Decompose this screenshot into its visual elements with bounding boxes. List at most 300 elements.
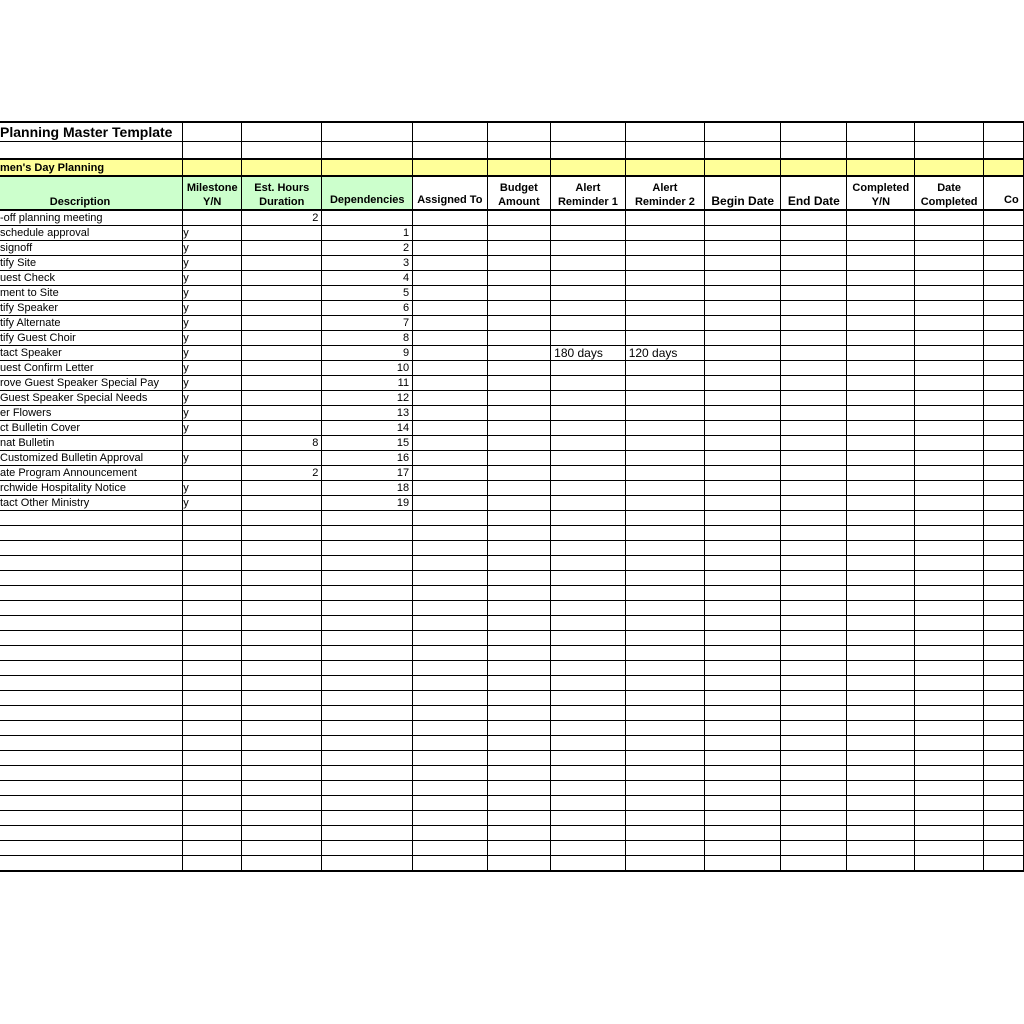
empty-cell[interactable] <box>413 631 488 646</box>
header-est-hours[interactable]: Est. Hours Duration <box>242 176 322 210</box>
empty-cell[interactable] <box>705 751 781 766</box>
task-dependency[interactable]: 6 <box>322 301 413 316</box>
header-completed[interactable]: Completed Y/N <box>847 176 915 210</box>
task-assigned-to[interactable] <box>413 376 488 391</box>
task-milestone[interactable]: y <box>183 496 242 511</box>
task-est-hours[interactable]: 2 <box>242 210 322 226</box>
task-alert-1[interactable] <box>551 451 626 466</box>
empty-cell[interactable] <box>0 841 183 856</box>
task-description[interactable]: tact Other Ministry <box>0 496 183 511</box>
empty-cell[interactable] <box>322 616 413 631</box>
task-milestone[interactable]: y <box>183 346 242 361</box>
task-end-date[interactable] <box>781 346 847 361</box>
empty-cell[interactable] <box>705 721 781 736</box>
section-title[interactable]: men's Day Planning <box>0 159 183 176</box>
task-completed[interactable] <box>847 361 915 376</box>
empty-cell[interactable] <box>322 781 413 796</box>
task-budget[interactable] <box>487 496 551 511</box>
empty-cell[interactable] <box>847 601 915 616</box>
empty-cell[interactable] <box>915 556 984 571</box>
empty-cell[interactable] <box>0 646 183 661</box>
empty-cell[interactable] <box>0 826 183 841</box>
empty-cell[interactable] <box>915 541 984 556</box>
task-description[interactable]: tact Speaker <box>0 346 183 361</box>
empty-cell[interactable] <box>413 826 488 841</box>
empty-cell[interactable] <box>984 601 1024 616</box>
empty-cell[interactable] <box>915 616 984 631</box>
empty-cell[interactable] <box>847 526 915 541</box>
empty-cell[interactable] <box>781 691 847 706</box>
empty-cell[interactable] <box>781 541 847 556</box>
task-description[interactable]: -off planning meeting <box>0 210 183 226</box>
empty-cell[interactable] <box>242 526 322 541</box>
empty-cell[interactable] <box>705 856 781 872</box>
empty-cell[interactable] <box>183 706 242 721</box>
task-completed[interactable] <box>847 436 915 451</box>
task-date-completed[interactable] <box>915 421 984 436</box>
empty-cell[interactable] <box>413 586 488 601</box>
task-alert-1[interactable]: 180 days <box>551 346 626 361</box>
empty-cell[interactable] <box>781 586 847 601</box>
task-begin-date[interactable] <box>705 301 781 316</box>
task-description[interactable]: uest Confirm Letter <box>0 361 183 376</box>
task-date-completed[interactable] <box>915 436 984 451</box>
task-alert-2[interactable] <box>625 361 704 376</box>
empty-cell[interactable] <box>781 646 847 661</box>
empty-cell[interactable] <box>625 751 704 766</box>
task-date-completed[interactable] <box>915 271 984 286</box>
empty-cell[interactable] <box>915 586 984 601</box>
task-assigned-to[interactable] <box>413 391 488 406</box>
task-end-date[interactable] <box>781 256 847 271</box>
task-assigned-to[interactable] <box>413 316 488 331</box>
task-milestone[interactable] <box>183 466 242 481</box>
empty-cell[interactable] <box>847 781 915 796</box>
task-assigned-to[interactable] <box>413 226 488 241</box>
empty-cell[interactable] <box>487 766 551 781</box>
empty-cell[interactable] <box>322 721 413 736</box>
task-est-hours[interactable] <box>242 496 322 511</box>
task-budget[interactable] <box>487 316 551 331</box>
task-date-completed[interactable] <box>915 226 984 241</box>
empty-cell[interactable] <box>0 631 183 646</box>
task-date-completed[interactable] <box>915 256 984 271</box>
task-comments[interactable] <box>984 376 1024 391</box>
task-assigned-to[interactable] <box>413 496 488 511</box>
task-assigned-to[interactable] <box>413 406 488 421</box>
empty-cell[interactable] <box>322 811 413 826</box>
empty-cell[interactable] <box>625 661 704 676</box>
task-completed[interactable] <box>847 466 915 481</box>
empty-cell[interactable] <box>984 691 1024 706</box>
task-alert-2[interactable] <box>625 481 704 496</box>
empty-cell[interactable] <box>705 781 781 796</box>
empty-cell[interactable] <box>984 781 1024 796</box>
task-completed[interactable] <box>847 331 915 346</box>
header-date-completed[interactable]: Date Completed <box>915 176 984 210</box>
empty-cell[interactable] <box>915 631 984 646</box>
task-begin-date[interactable] <box>705 421 781 436</box>
task-dependency[interactable]: 4 <box>322 271 413 286</box>
task-begin-date[interactable] <box>705 226 781 241</box>
empty-cell[interactable] <box>183 601 242 616</box>
task-begin-date[interactable] <box>705 271 781 286</box>
task-begin-date[interactable] <box>705 436 781 451</box>
task-end-date[interactable] <box>781 361 847 376</box>
task-milestone[interactable]: y <box>183 271 242 286</box>
empty-cell[interactable] <box>915 766 984 781</box>
empty-cell[interactable] <box>551 766 626 781</box>
empty-cell[interactable] <box>183 736 242 751</box>
empty-cell[interactable] <box>781 841 847 856</box>
empty-cell[interactable] <box>413 676 488 691</box>
empty-cell[interactable] <box>413 571 488 586</box>
empty-cell[interactable] <box>781 766 847 781</box>
empty-cell[interactable] <box>242 661 322 676</box>
empty-cell[interactable] <box>183 646 242 661</box>
empty-cell[interactable] <box>413 796 488 811</box>
empty-cell[interactable] <box>242 796 322 811</box>
empty-cell[interactable] <box>847 856 915 872</box>
empty-cell[interactable] <box>625 571 704 586</box>
empty-cell[interactable] <box>242 781 322 796</box>
empty-cell[interactable] <box>847 556 915 571</box>
empty-cell[interactable] <box>322 856 413 872</box>
task-begin-date[interactable] <box>705 451 781 466</box>
empty-cell[interactable] <box>847 541 915 556</box>
task-assigned-to[interactable] <box>413 256 488 271</box>
task-assigned-to[interactable] <box>413 481 488 496</box>
task-alert-2[interactable] <box>625 421 704 436</box>
empty-cell[interactable] <box>551 616 626 631</box>
task-dependency[interactable]: 12 <box>322 391 413 406</box>
task-budget[interactable] <box>487 286 551 301</box>
empty-cell[interactable] <box>322 826 413 841</box>
task-comments[interactable] <box>984 226 1024 241</box>
empty-cell[interactable] <box>551 721 626 736</box>
task-milestone[interactable]: y <box>183 391 242 406</box>
empty-cell[interactable] <box>0 736 183 751</box>
empty-cell[interactable] <box>781 781 847 796</box>
empty-cell[interactable] <box>984 736 1024 751</box>
sheet-title[interactable]: Planning Master Template <box>0 122 183 142</box>
empty-cell[interactable] <box>625 616 704 631</box>
task-est-hours[interactable] <box>242 271 322 286</box>
task-dependency[interactable]: 1 <box>322 226 413 241</box>
empty-cell[interactable] <box>0 676 183 691</box>
header-budget[interactable]: Budget Amount <box>487 176 551 210</box>
empty-cell[interactable] <box>0 751 183 766</box>
empty-cell[interactable] <box>322 541 413 556</box>
empty-cell[interactable] <box>625 841 704 856</box>
empty-cell[interactable] <box>781 826 847 841</box>
task-milestone[interactable] <box>183 210 242 226</box>
task-est-hours[interactable] <box>242 361 322 376</box>
task-end-date[interactable] <box>781 301 847 316</box>
empty-cell[interactable] <box>242 841 322 856</box>
task-description[interactable]: ate Program Announcement <box>0 466 183 481</box>
task-est-hours[interactable] <box>242 406 322 421</box>
task-budget[interactable] <box>487 271 551 286</box>
empty-cell[interactable] <box>487 691 551 706</box>
task-milestone[interactable]: y <box>183 331 242 346</box>
task-budget[interactable] <box>487 301 551 316</box>
empty-cell[interactable] <box>915 706 984 721</box>
empty-cell[interactable] <box>551 736 626 751</box>
task-end-date[interactable] <box>781 481 847 496</box>
empty-cell[interactable] <box>984 856 1024 872</box>
empty-cell[interactable] <box>413 616 488 631</box>
empty-cell[interactable] <box>0 571 183 586</box>
task-milestone[interactable]: y <box>183 286 242 301</box>
task-comments[interactable] <box>984 421 1024 436</box>
task-est-hours[interactable] <box>242 241 322 256</box>
empty-cell[interactable] <box>625 556 704 571</box>
task-dependency[interactable]: 19 <box>322 496 413 511</box>
task-budget[interactable] <box>487 421 551 436</box>
empty-cell[interactable] <box>705 796 781 811</box>
empty-cell[interactable] <box>413 721 488 736</box>
empty-cell[interactable] <box>625 796 704 811</box>
empty-cell[interactable] <box>781 676 847 691</box>
empty-cell[interactable] <box>915 691 984 706</box>
task-description[interactable]: Guest Speaker Special Needs <box>0 391 183 406</box>
empty-cell[interactable] <box>487 601 551 616</box>
empty-cell[interactable] <box>322 751 413 766</box>
empty-cell[interactable] <box>781 721 847 736</box>
empty-cell[interactable] <box>487 541 551 556</box>
task-dependency[interactable]: 17 <box>322 466 413 481</box>
empty-cell[interactable] <box>413 751 488 766</box>
task-budget[interactable] <box>487 226 551 241</box>
empty-cell[interactable] <box>183 826 242 841</box>
empty-cell[interactable] <box>625 511 704 526</box>
empty-cell[interactable] <box>705 511 781 526</box>
empty-cell[interactable] <box>847 766 915 781</box>
empty-cell[interactable] <box>915 811 984 826</box>
task-alert-1[interactable] <box>551 436 626 451</box>
empty-cell[interactable] <box>781 796 847 811</box>
task-est-hours[interactable] <box>242 286 322 301</box>
empty-cell[interactable] <box>487 721 551 736</box>
empty-cell[interactable] <box>551 676 626 691</box>
empty-cell[interactable] <box>984 571 1024 586</box>
task-description[interactable]: rove Guest Speaker Special Pay <box>0 376 183 391</box>
empty-cell[interactable] <box>242 766 322 781</box>
empty-cell[interactable] <box>915 751 984 766</box>
empty-cell[interactable] <box>0 511 183 526</box>
task-alert-1[interactable] <box>551 406 626 421</box>
empty-cell[interactable] <box>551 601 626 616</box>
task-end-date[interactable] <box>781 210 847 226</box>
empty-cell[interactable] <box>847 661 915 676</box>
task-description[interactable]: tify Speaker <box>0 301 183 316</box>
task-end-date[interactable] <box>781 406 847 421</box>
task-alert-2[interactable] <box>625 241 704 256</box>
empty-cell[interactable] <box>915 736 984 751</box>
empty-cell[interactable] <box>984 706 1024 721</box>
empty-cell[interactable] <box>242 541 322 556</box>
task-alert-2[interactable] <box>625 376 704 391</box>
header-alert-1[interactable]: Alert Reminder 1 <box>551 176 626 210</box>
empty-cell[interactable] <box>984 751 1024 766</box>
empty-cell[interactable] <box>915 526 984 541</box>
task-alert-1[interactable] <box>551 391 626 406</box>
task-alert-1[interactable] <box>551 286 626 301</box>
empty-cell[interactable] <box>183 556 242 571</box>
empty-cell[interactable] <box>915 661 984 676</box>
empty-cell[interactable] <box>242 676 322 691</box>
empty-cell[interactable] <box>322 631 413 646</box>
empty-cell[interactable] <box>487 706 551 721</box>
task-est-hours[interactable] <box>242 376 322 391</box>
empty-cell[interactable] <box>781 511 847 526</box>
task-end-date[interactable] <box>781 376 847 391</box>
task-budget[interactable] <box>487 481 551 496</box>
task-description[interactable]: uest Check <box>0 271 183 286</box>
empty-cell[interactable] <box>705 841 781 856</box>
task-completed[interactable] <box>847 421 915 436</box>
empty-cell[interactable] <box>551 571 626 586</box>
task-est-hours[interactable] <box>242 451 322 466</box>
task-alert-1[interactable] <box>551 226 626 241</box>
empty-cell[interactable] <box>413 856 488 872</box>
empty-cell[interactable] <box>0 541 183 556</box>
empty-cell[interactable] <box>984 616 1024 631</box>
empty-cell[interactable] <box>242 751 322 766</box>
task-assigned-to[interactable] <box>413 271 488 286</box>
empty-cell[interactable] <box>183 661 242 676</box>
task-dependency[interactable]: 7 <box>322 316 413 331</box>
empty-cell[interactable] <box>705 526 781 541</box>
task-dependency[interactable]: 2 <box>322 241 413 256</box>
empty-cell[interactable] <box>551 796 626 811</box>
task-milestone[interactable]: y <box>183 361 242 376</box>
task-alert-2[interactable] <box>625 271 704 286</box>
empty-cell[interactable] <box>242 586 322 601</box>
empty-cell[interactable] <box>984 661 1024 676</box>
task-dependency[interactable]: 3 <box>322 256 413 271</box>
empty-cell[interactable] <box>0 781 183 796</box>
header-end-date[interactable]: End Date <box>781 176 847 210</box>
empty-cell[interactable] <box>551 631 626 646</box>
task-budget[interactable] <box>487 361 551 376</box>
task-begin-date[interactable] <box>705 496 781 511</box>
empty-cell[interactable] <box>847 586 915 601</box>
empty-cell[interactable] <box>984 796 1024 811</box>
empty-cell[interactable] <box>781 811 847 826</box>
task-end-date[interactable] <box>781 466 847 481</box>
task-assigned-to[interactable] <box>413 301 488 316</box>
task-begin-date[interactable] <box>705 376 781 391</box>
empty-cell[interactable] <box>847 811 915 826</box>
task-end-date[interactable] <box>781 316 847 331</box>
task-assigned-to[interactable] <box>413 331 488 346</box>
empty-cell[interactable] <box>781 706 847 721</box>
task-comments[interactable] <box>984 256 1024 271</box>
empty-cell[interactable] <box>413 706 488 721</box>
task-end-date[interactable] <box>781 496 847 511</box>
empty-cell[interactable] <box>847 706 915 721</box>
empty-cell[interactable] <box>183 511 242 526</box>
empty-cell[interactable] <box>183 616 242 631</box>
task-date-completed[interactable] <box>915 210 984 226</box>
task-alert-2[interactable] <box>625 391 704 406</box>
task-begin-date[interactable] <box>705 346 781 361</box>
empty-cell[interactable] <box>487 781 551 796</box>
empty-cell[interactable] <box>847 616 915 631</box>
task-budget[interactable] <box>487 451 551 466</box>
empty-cell[interactable] <box>183 541 242 556</box>
empty-cell[interactable] <box>915 781 984 796</box>
empty-cell[interactable] <box>322 736 413 751</box>
empty-cell[interactable] <box>322 676 413 691</box>
task-dependency[interactable]: 9 <box>322 346 413 361</box>
empty-cell[interactable] <box>915 856 984 872</box>
empty-cell[interactable] <box>705 811 781 826</box>
task-alert-2[interactable] <box>625 256 704 271</box>
task-comments[interactable] <box>984 331 1024 346</box>
empty-cell[interactable] <box>487 571 551 586</box>
task-comments[interactable] <box>984 391 1024 406</box>
empty-cell[interactable] <box>705 601 781 616</box>
empty-cell[interactable] <box>984 811 1024 826</box>
empty-cell[interactable] <box>551 781 626 796</box>
task-completed[interactable] <box>847 241 915 256</box>
empty-cell[interactable] <box>0 721 183 736</box>
task-date-completed[interactable] <box>915 406 984 421</box>
empty-cell[interactable] <box>322 691 413 706</box>
empty-cell[interactable] <box>915 601 984 616</box>
empty-cell[interactable] <box>625 736 704 751</box>
task-dependency[interactable]: 15 <box>322 436 413 451</box>
task-est-hours[interactable] <box>242 481 322 496</box>
task-budget[interactable] <box>487 210 551 226</box>
empty-cell[interactable] <box>242 856 322 872</box>
empty-cell[interactable] <box>487 661 551 676</box>
task-est-hours[interactable] <box>242 316 322 331</box>
empty-cell[interactable] <box>183 811 242 826</box>
empty-cell[interactable] <box>984 511 1024 526</box>
task-description[interactable]: nat Bulletin <box>0 436 183 451</box>
empty-cell[interactable] <box>984 646 1024 661</box>
empty-cell[interactable] <box>915 571 984 586</box>
header-begin-date[interactable]: Begin Date <box>705 176 781 210</box>
task-alert-2[interactable] <box>625 316 704 331</box>
task-dependency[interactable]: 8 <box>322 331 413 346</box>
empty-cell[interactable] <box>413 766 488 781</box>
task-begin-date[interactable] <box>705 331 781 346</box>
empty-cell[interactable] <box>487 616 551 631</box>
task-alert-2[interactable] <box>625 436 704 451</box>
task-budget[interactable] <box>487 466 551 481</box>
empty-cell[interactable] <box>984 541 1024 556</box>
header-alert-2[interactable]: Alert Reminder 2 <box>625 176 704 210</box>
empty-cell[interactable] <box>487 811 551 826</box>
empty-cell[interactable] <box>413 511 488 526</box>
empty-cell[interactable] <box>242 826 322 841</box>
empty-cell[interactable] <box>0 796 183 811</box>
empty-cell[interactable] <box>242 631 322 646</box>
empty-cell[interactable] <box>551 751 626 766</box>
empty-cell[interactable] <box>487 631 551 646</box>
task-est-hours[interactable] <box>242 346 322 361</box>
task-milestone[interactable]: y <box>183 421 242 436</box>
empty-cell[interactable] <box>183 841 242 856</box>
empty-cell[interactable] <box>322 601 413 616</box>
empty-cell[interactable] <box>847 631 915 646</box>
task-alert-1[interactable] <box>551 271 626 286</box>
